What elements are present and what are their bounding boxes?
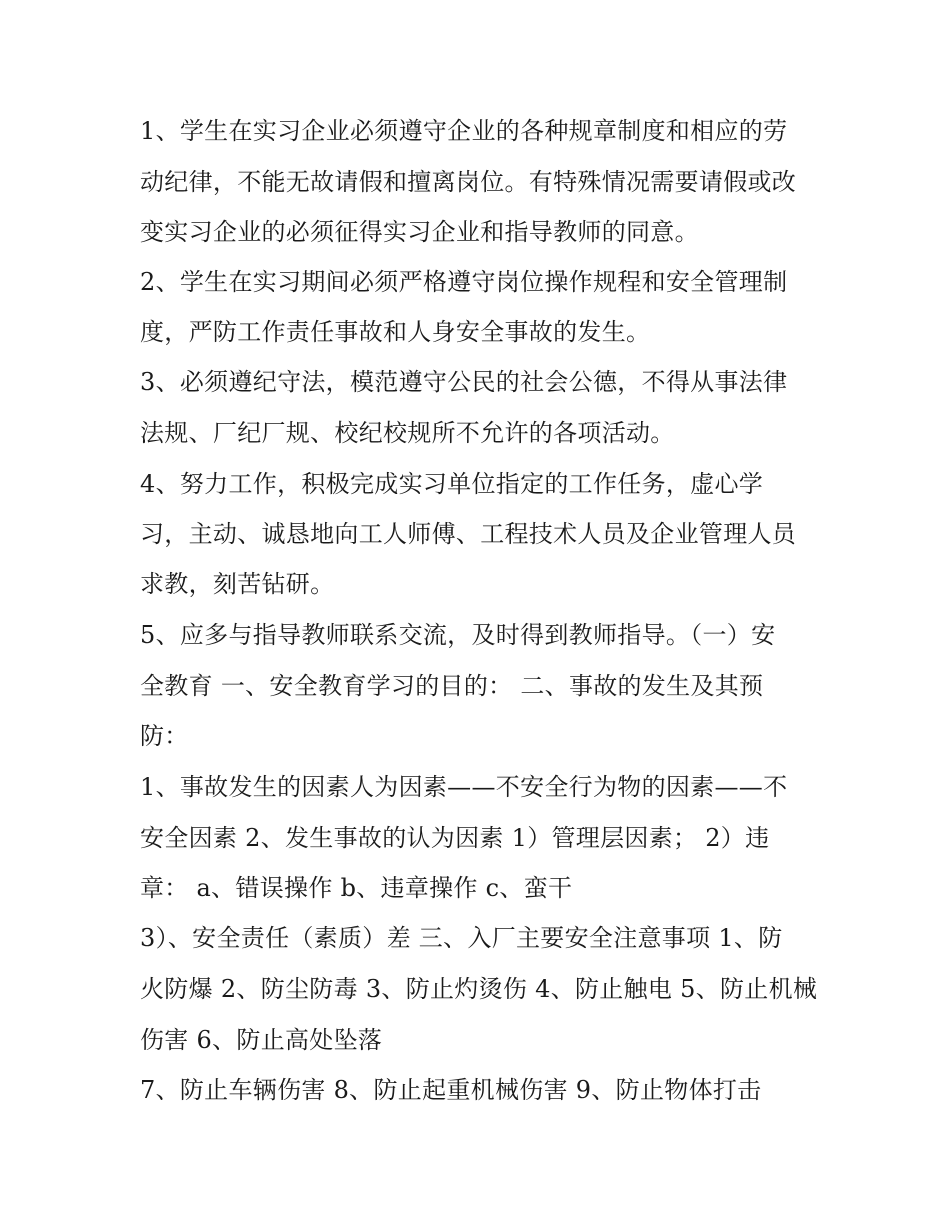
text-line: 度，严防工作责任事故和人身安全事故的发生。 xyxy=(140,318,651,346)
text-line: 火防爆 2、防尘防毒 3、防止灼烫伤 4、防止触电 5、防止机械 xyxy=(140,975,818,1003)
text-line: 7、防止车辆伤害 8、防止起重机械伤害 9、防止物体打击 xyxy=(140,1076,762,1104)
text-line: 求教，刻苦钻研。 xyxy=(140,570,335,598)
text-line: 2、学生在实习期间必须严格遵守岗位操作规程和安全管理制 xyxy=(140,268,788,296)
text-line: 变实习企业的必须征得实习企业和指导教师的同意。 xyxy=(140,218,699,246)
text-line: 1、事故发生的因素人为因素——不安全行为物的因素——不 xyxy=(140,773,788,801)
text-line: 全教育 一、安全教育学习的目的： 二、事故的发生及其预 xyxy=(140,672,764,700)
text-line: 防： xyxy=(140,722,189,750)
text-line: 安全因素 2、发生事故的认为因素 1）管理层因素； 2）违 xyxy=(140,824,770,852)
text-line: 动纪律，不能无故请假和擅离岗位。有特殊情况需要请假或改 xyxy=(140,168,797,196)
text-line: 5、应多与指导教师联系交流，及时得到教师指导。（一）安 xyxy=(140,621,776,649)
text-line: 3、必须遵纪守法，模范遵守公民的社会公德，不得从事法律 xyxy=(140,368,788,396)
text-line: 伤害 6、防止高处坠落 xyxy=(140,1026,383,1054)
text-line: 4、努力工作，积极完成实习单位指定的工作任务，虚心学 xyxy=(140,470,764,498)
text-line: 习，主动、诚恳地向工人师傅、工程技术人员及企业管理人员 xyxy=(140,520,797,548)
text-line: 章： a、错误操作 b、违章操作 c、蛮干 xyxy=(140,874,573,902)
text-line: 1、学生在实习企业必须遵守企业的各种规章制度和相应的劳 xyxy=(140,117,788,145)
text-line: 3）、安全责任（素质）差 三、入厂主要安全注意事项 1、防 xyxy=(140,924,783,952)
text-line: 法规、厂纪厂规、校纪校规所不允许的各项活动。 xyxy=(140,419,675,447)
